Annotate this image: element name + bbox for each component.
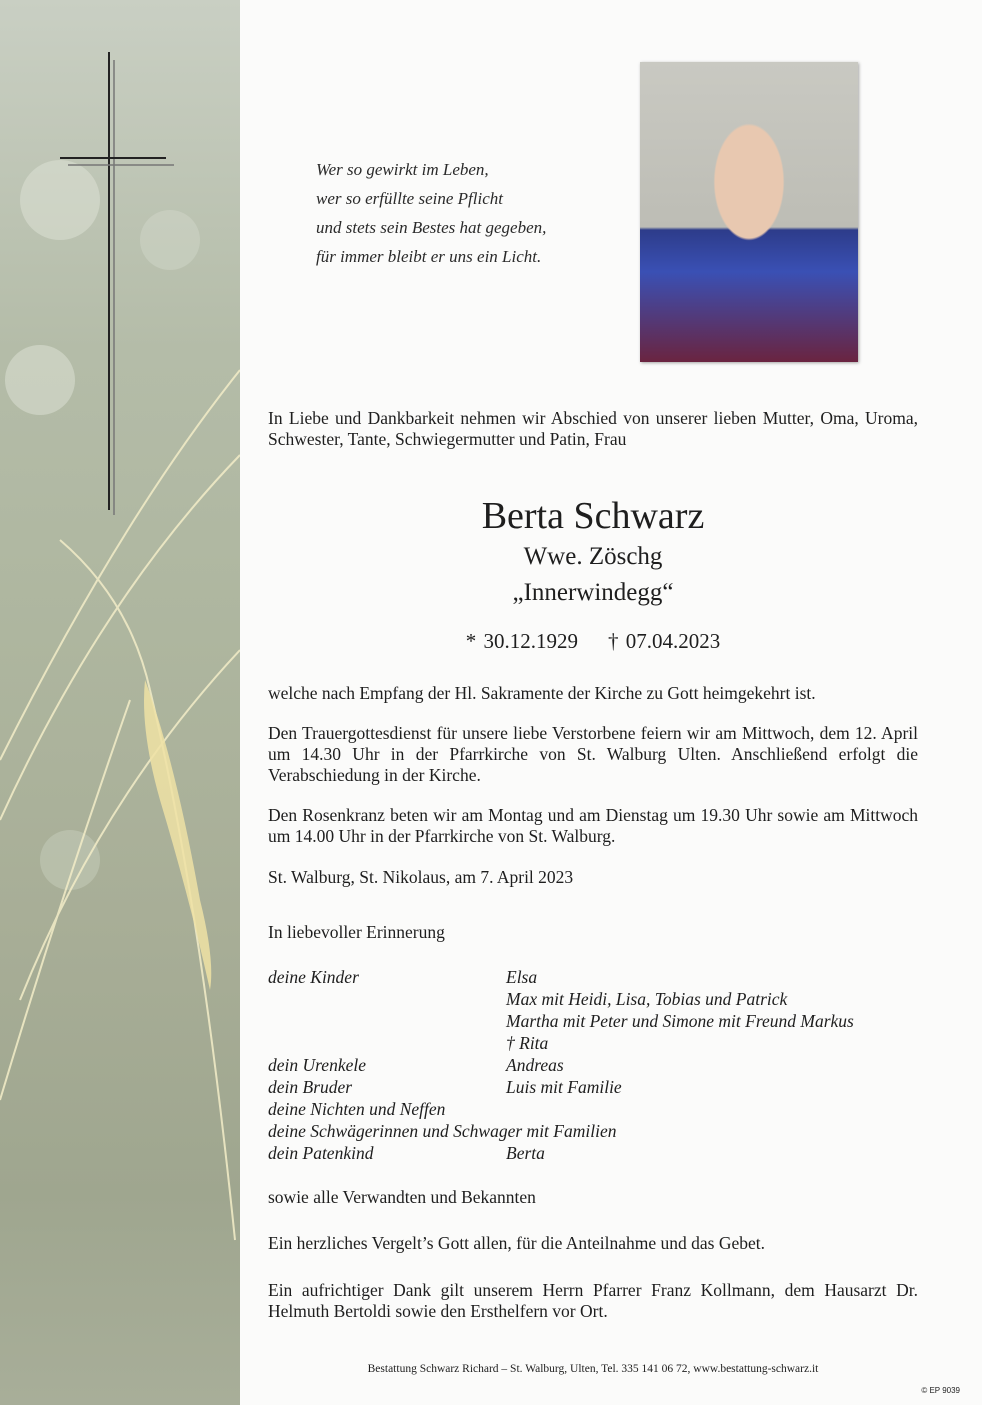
mourner-row: dein Urenkele Andreas — [268, 1055, 564, 1075]
wheat-ear — [144, 680, 211, 990]
birth-date: * 30.12.1929 — [465, 629, 578, 653]
death-date: † 07.04.2023 — [608, 629, 721, 653]
mourner-row: deine Nichten und Neffen — [268, 1099, 446, 1119]
place-date: St. Walburg, St. Nikolaus, am 7. April 2023 — [268, 867, 574, 887]
wheat-stalks — [0, 370, 240, 1240]
mourners-list — [268, 966, 854, 1164]
remembrance-heading: In liebevoller Erinnerung — [268, 922, 445, 942]
quote-line: wer so erfüllte seine Pflicht — [316, 189, 503, 208]
intro-text: In Liebe und Dankbarkeit nehmen wir Abschied von unserer lieben Mutter, Oma, Uroma, Schwester, Tante, Schwiegermutter und Patin, Frau — [268, 408, 918, 449]
quote-line: Wer so gewirkt im Leben, — [316, 160, 489, 179]
quote-line: und stets sein Bestes hat gegeben, — [316, 218, 547, 237]
mourner-row: Max mit Heidi, Lisa, Tobias und Patrick — [506, 989, 788, 1009]
mourner-row: deine Schwägerinnen und Schwager mit Familien — [268, 1121, 617, 1141]
document-code: © EP 9039 — [921, 1386, 960, 1395]
relatives-line: sowie alle Verwandten und Bekannten — [268, 1187, 536, 1207]
funeral-home-footer: Bestattung Schwarz Richard – St. Walburg, Ulten, Tel. 335 141 06 72, www.bestattung-schwarz.it — [367, 1363, 819, 1375]
mourner-row: dein Patenkind Berta — [268, 1143, 545, 1163]
service-paragraph: Den Trauergottesdienst für unsere liebe Verstorbene feiern wir am Mittwoch, dem 12. April um 14.30 Uhr in der Pfarrkirche von St. Walburg Ulten. Anschließend erfolgt die Verabschiedung in der Kirche. — [268, 723, 918, 785]
life-dates — [268, 628, 918, 654]
mourner-row: Martha mit Peter und Simone mit Freund Markus — [506, 1011, 854, 1031]
rosary-paragraph: Den Rosenkranz beten wir am Montag und am Dienstag um 19.30 Uhr sowie am Mittwoch um 14.00 Uhr in der Pfarrkirche von St. Walburg. — [268, 805, 918, 846]
quote-line: für immer bleibt er uns ein Licht. — [316, 247, 542, 266]
farm-name: „Innerwindegg“ — [512, 579, 674, 606]
decorative-side-panel — [0, 0, 240, 1405]
mourner-row: deine Kinder Elsa — [268, 967, 538, 987]
thanks-line: Ein herzliches Vergelt’s Gott allen, für die Anteilnahme und das Gebet. — [268, 1233, 765, 1253]
paragraph: welche nach Empfang der Hl. Sakramente der Kirche zu Gott heimgekehrt ist. — [268, 683, 816, 703]
memorial-quote — [316, 155, 546, 271]
mourner-row: † Rita — [506, 1033, 549, 1053]
acknowledgement-paragraph: Ein aufrichtiger Dank gilt unserem Herrn Pfarrer Franz Kollmann, dem Hausarzt Dr. Helmuth Bertoldi sowie den Ersthelfern vor Ort. — [268, 1280, 918, 1321]
widow-name: Wwe. Zöschg — [523, 543, 663, 570]
wheat-and-cross-illustration — [0, 0, 240, 1405]
cross-icon — [60, 52, 174, 515]
mourner-row: dein Bruder Luis mit Familie — [268, 1077, 622, 1097]
portrait-photo — [640, 62, 858, 362]
deceased-name: Berta Schwarz — [481, 495, 705, 537]
